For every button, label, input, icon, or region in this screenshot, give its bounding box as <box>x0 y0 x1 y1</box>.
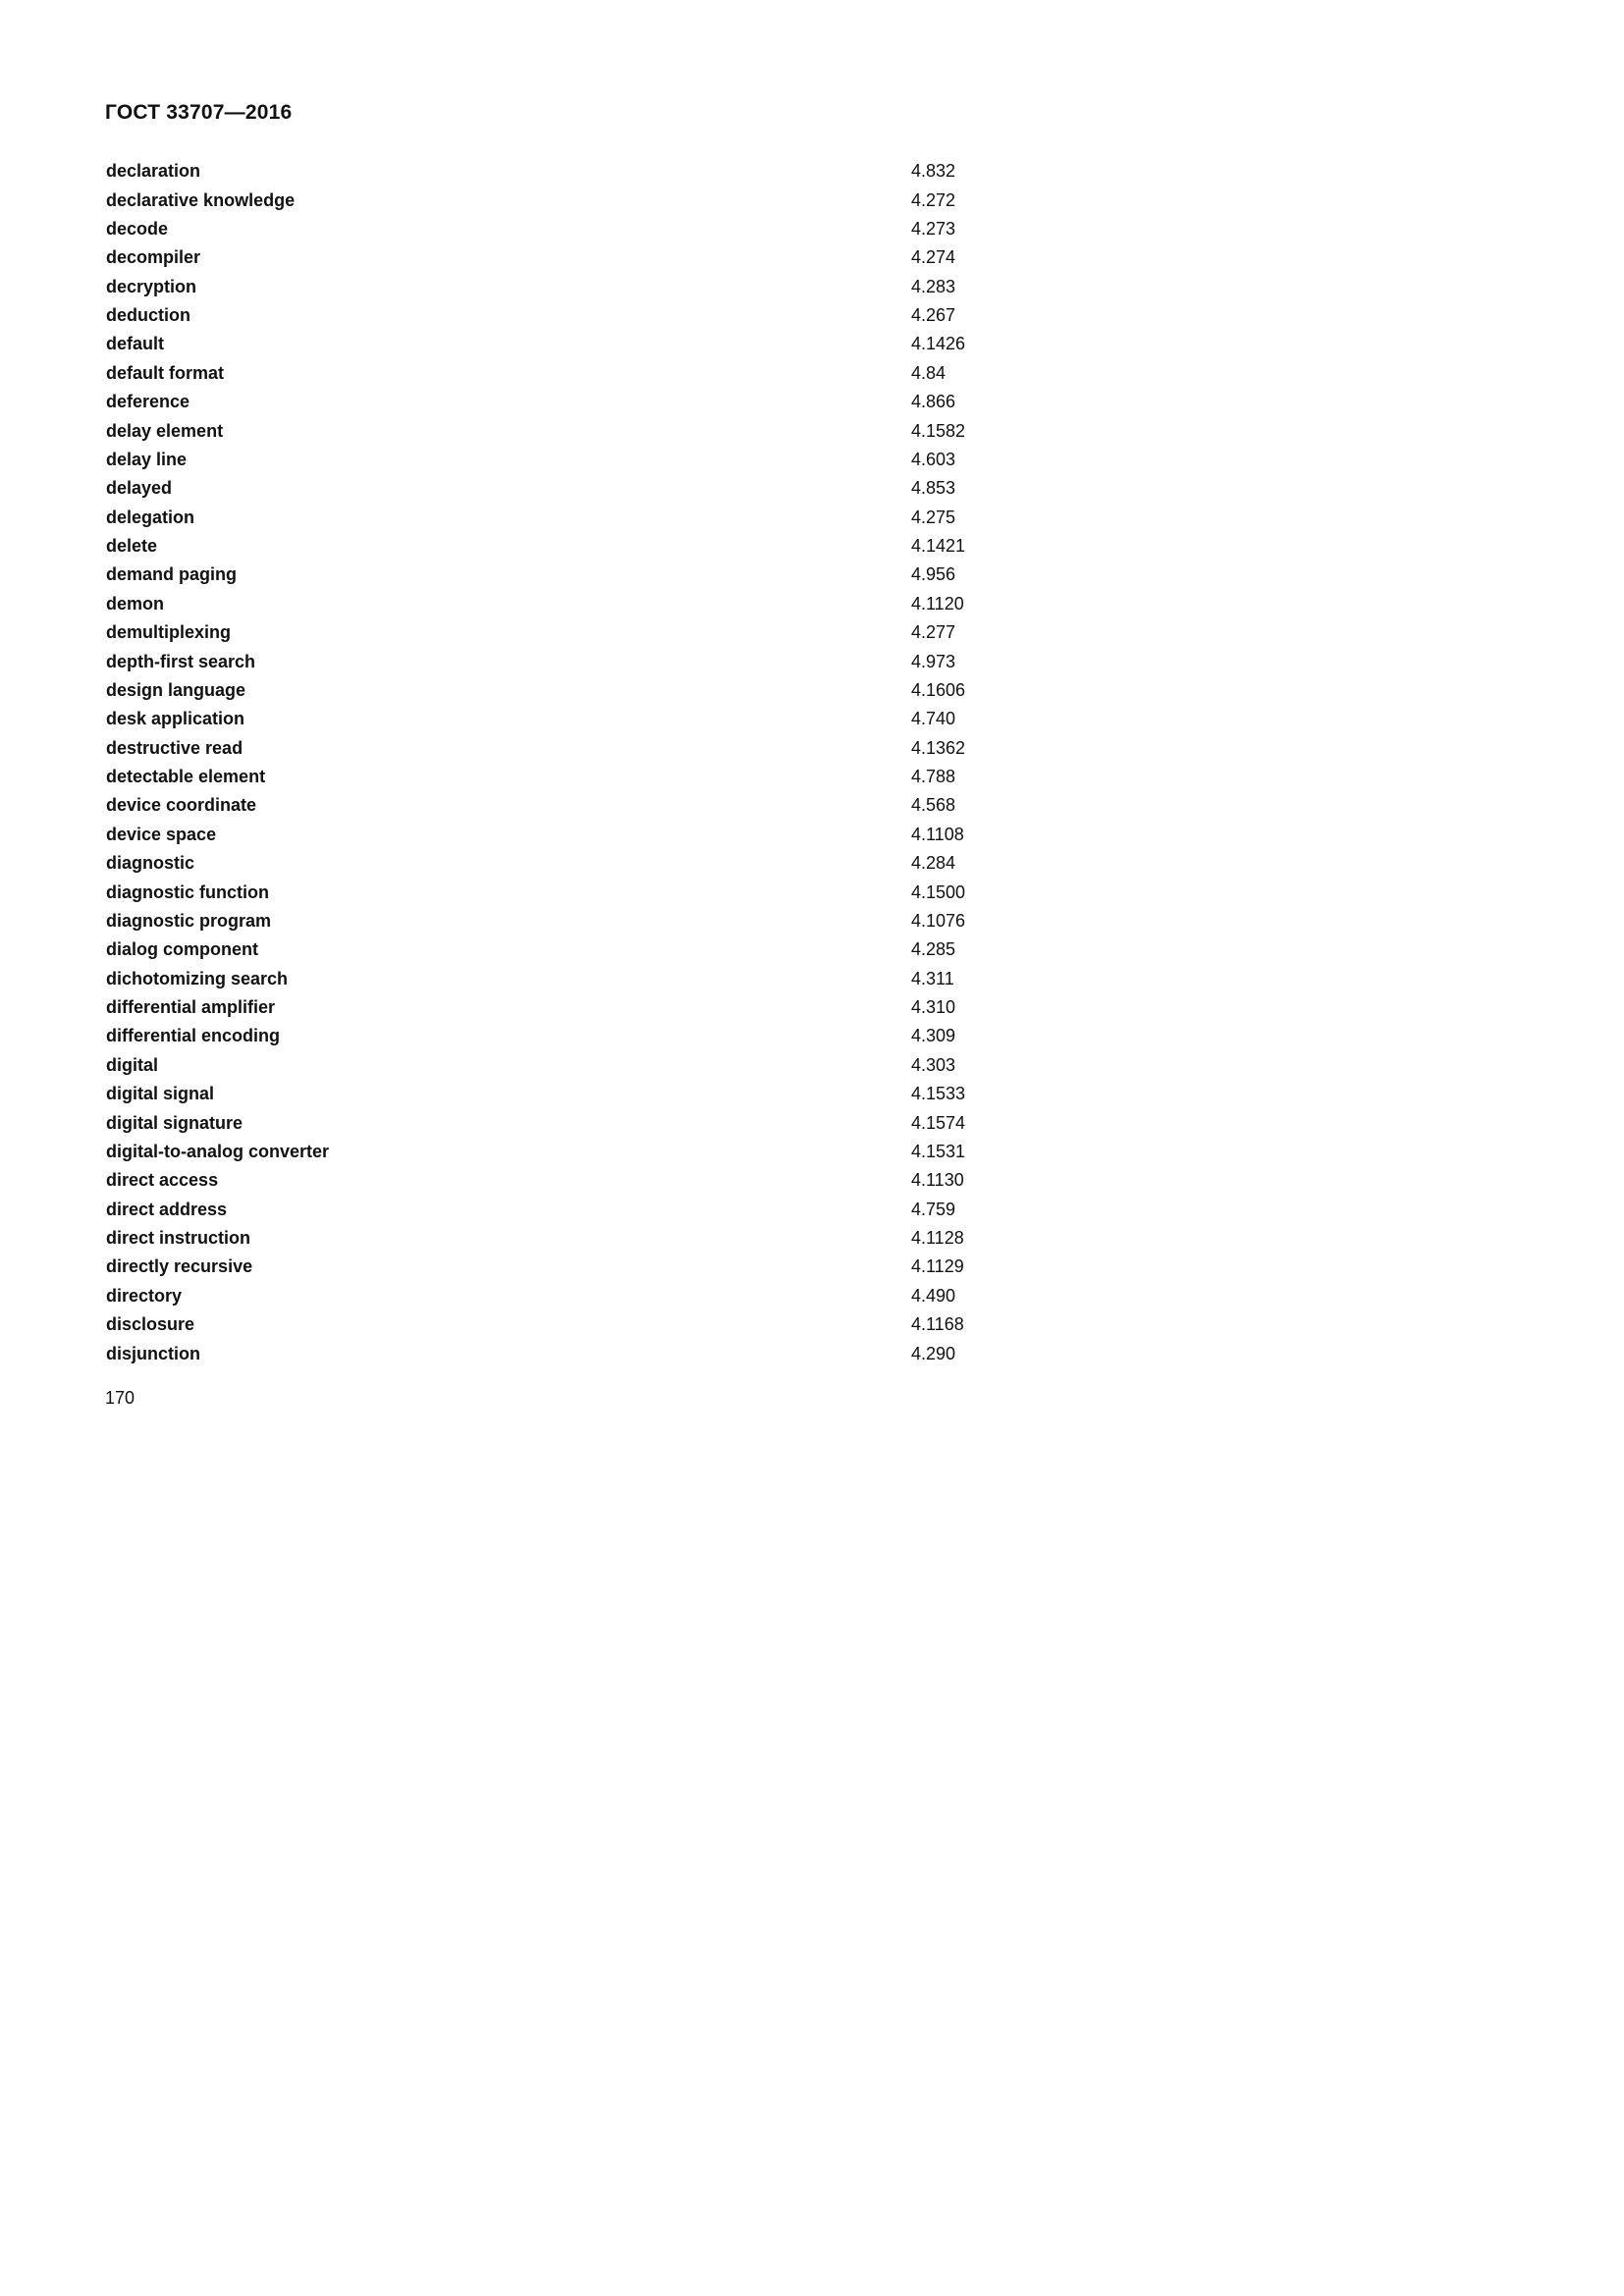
index-row <box>106 1253 1039 1281</box>
index-list <box>106 157 1039 1368</box>
document-header: ГОСТ 33707—2016 <box>105 101 293 124</box>
term-label: differential amplifier <box>106 997 276 1018</box>
term-label: direct access <box>106 1170 219 1191</box>
ref-number: 4.1531 <box>911 1141 966 1161</box>
term-label: demand paging <box>106 564 238 585</box>
index-row <box>106 388 1039 416</box>
term-label: dialog component <box>106 939 258 960</box>
ref-number: 4.84 <box>911 362 947 383</box>
page-number: 170 <box>105 1388 135 1408</box>
term-label: digital signature <box>106 1112 244 1133</box>
term-label: declarative knowledge <box>106 189 296 210</box>
index-row <box>106 1224 1039 1253</box>
ref-number: 4.1574 <box>911 1112 966 1133</box>
index-row <box>106 878 1039 906</box>
term-label: declaration <box>106 161 201 182</box>
index-row <box>106 791 1039 820</box>
term-label: design language <box>106 679 246 700</box>
index-row <box>106 590 1039 618</box>
term-label: disclosure <box>106 1314 195 1335</box>
index-row <box>106 1196 1039 1224</box>
ref-number: 4.311 <box>911 968 954 988</box>
term-label: direct address <box>106 1199 228 1219</box>
term-label: diagnostic function <box>106 881 269 902</box>
ref-number: 4.283 <box>911 276 956 296</box>
ref-number: 4.1421 <box>911 536 966 557</box>
index-row <box>106 1022 1039 1050</box>
ref-number: 4.1076 <box>911 910 966 931</box>
term-label: directly recursive <box>106 1256 253 1277</box>
ref-number: 4.956 <box>911 564 956 585</box>
term-label: decode <box>106 218 169 239</box>
term-label: disjunction <box>106 1343 200 1363</box>
ref-number: 4.285 <box>911 939 956 960</box>
term-label: demultiplexing <box>106 622 232 643</box>
ref-number: 4.284 <box>911 853 956 874</box>
term-label: directory <box>106 1285 183 1306</box>
term-label: deduction <box>106 305 190 326</box>
term-label: default format <box>106 362 225 383</box>
term-label: digital <box>106 1054 158 1075</box>
ref-number: 4.272 <box>911 189 956 210</box>
ref-number: 4.1533 <box>911 1084 966 1104</box>
term-label: direct instruction <box>106 1228 251 1249</box>
index-row <box>106 1108 1039 1137</box>
ref-number: 4.788 <box>911 767 956 787</box>
index-row <box>106 734 1039 763</box>
index-row <box>106 1051 1039 1080</box>
index-row <box>106 676 1039 705</box>
ref-number: 4.1362 <box>911 737 966 758</box>
ref-number: 4.853 <box>911 478 956 499</box>
term-label: device coordinate <box>106 795 257 816</box>
term-label: destructive read <box>106 737 244 758</box>
ref-number: 4.866 <box>911 392 956 412</box>
term-label: delete <box>106 536 158 557</box>
term-label: diagnostic <box>106 853 195 874</box>
ref-number: 4.1120 <box>911 593 964 614</box>
ref-number: 4.1582 <box>911 420 966 441</box>
ref-number: 4.1426 <box>911 334 966 354</box>
index-row <box>106 157 1039 186</box>
index-row <box>106 532 1039 561</box>
term-label: dichotomizing search <box>106 968 289 988</box>
index-row <box>106 1138 1039 1166</box>
index-row <box>106 993 1039 1022</box>
index-row <box>106 215 1039 243</box>
term-label: diagnostic program <box>106 910 272 931</box>
index-row <box>106 618 1039 647</box>
ref-number: 4.1130 <box>911 1170 964 1191</box>
ref-number: 4.310 <box>911 997 956 1018</box>
index-row <box>106 273 1039 301</box>
ref-number: 4.267 <box>911 305 956 326</box>
index-row <box>106 330 1039 358</box>
index-row <box>106 1339 1039 1367</box>
ref-number: 4.740 <box>911 709 956 729</box>
ref-number: 4.568 <box>911 795 956 816</box>
term-label: demon <box>106 593 165 614</box>
ref-number: 4.1606 <box>911 679 966 700</box>
ref-number: 4.309 <box>911 1026 956 1046</box>
ref-number: 4.603 <box>911 449 956 469</box>
index-row <box>106 1080 1039 1108</box>
index-row <box>106 446 1039 474</box>
index-row <box>106 849 1039 878</box>
ref-number: 4.277 <box>911 622 956 643</box>
index-row <box>106 1282 1039 1310</box>
term-label: delayed <box>106 478 173 499</box>
term-label: differential encoding <box>106 1026 281 1046</box>
term-label: depth-first search <box>106 651 256 671</box>
index-row <box>106 935 1039 964</box>
term-label: delegation <box>106 507 195 527</box>
term-label: device space <box>106 824 217 844</box>
index-row <box>106 907 1039 935</box>
ref-number: 4.973 <box>911 651 956 671</box>
index-row <box>106 763 1039 791</box>
ref-number: 4.1108 <box>911 824 964 844</box>
ref-number: 4.303 <box>911 1054 956 1075</box>
ref-number: 4.490 <box>911 1285 956 1306</box>
term-label: decryption <box>106 276 197 296</box>
index-row <box>106 1310 1039 1339</box>
ref-number: 4.1168 <box>911 1314 964 1335</box>
index-row <box>106 647 1039 675</box>
index-row <box>106 561 1039 589</box>
term-label: delay element <box>106 420 224 441</box>
index-row <box>106 474 1039 503</box>
index-row <box>106 416 1039 445</box>
term-label: digital signal <box>106 1084 215 1104</box>
ref-number: 4.759 <box>911 1199 956 1219</box>
ref-number: 4.1500 <box>911 881 966 902</box>
term-label: default <box>106 334 165 354</box>
term-label: detectable element <box>106 767 266 787</box>
ref-number: 4.290 <box>911 1343 956 1363</box>
index-row <box>106 243 1039 272</box>
index-row <box>106 705 1039 733</box>
index-row <box>106 1166 1039 1195</box>
ref-number: 4.274 <box>911 247 956 268</box>
index-row <box>106 359 1039 388</box>
ref-number: 4.832 <box>911 161 956 182</box>
term-label: digital-to-analog converter <box>106 1141 330 1161</box>
index-row <box>106 965 1039 993</box>
index-row <box>106 301 1039 330</box>
term-label: delay line <box>106 449 188 469</box>
ref-number: 4.1128 <box>911 1228 964 1249</box>
index-row <box>106 186 1039 214</box>
ref-number: 4.1129 <box>911 1256 964 1277</box>
term-label: deference <box>106 392 190 412</box>
ref-number: 4.273 <box>911 218 956 239</box>
term-label: desk application <box>106 709 245 729</box>
index-row <box>106 504 1039 532</box>
term-label: decompiler <box>106 247 201 268</box>
ref-number: 4.275 <box>911 507 956 527</box>
index-row <box>106 821 1039 849</box>
